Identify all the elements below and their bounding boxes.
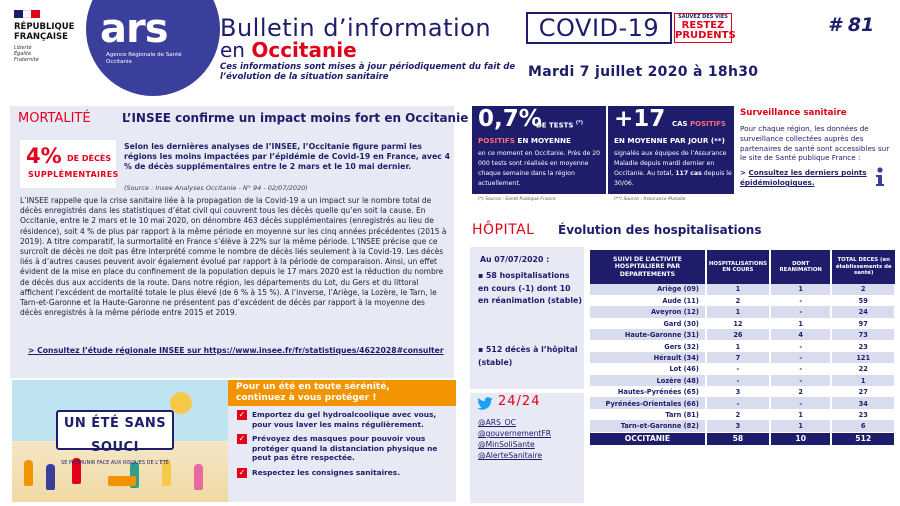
value-cell: 59 xyxy=(831,295,895,306)
covid-title-box: COVID-19 xyxy=(526,12,672,44)
table-row xyxy=(590,421,895,432)
bullet-icon: ▪ xyxy=(478,271,484,280)
rf-motto: Liberté Égalité Fraternité xyxy=(14,45,39,63)
value-cell: 1 xyxy=(770,318,831,329)
restez-prudents-badge xyxy=(674,13,736,43)
department-cell: Gard (30) xyxy=(590,318,706,329)
value-cell: 12 xyxy=(706,318,770,329)
value-cell: 26 xyxy=(706,330,770,341)
mortality-heading: L’INSEE confirme un impact moins fort en Occitanie xyxy=(122,111,469,125)
table-row xyxy=(590,318,895,329)
mortality-pct-label1: DE DÉCÈS xyxy=(67,154,112,163)
summer-badge-title: UN ÉTÉ SANS SOUCI xyxy=(63,416,167,455)
twitter-handle-link[interactable]: @gouvernementFR xyxy=(478,429,552,438)
title-region: Occitanie xyxy=(251,38,357,62)
check-icon: ✓ xyxy=(238,467,246,477)
department-cell: Lot (46) xyxy=(590,364,706,375)
epidemiology-points-link[interactable]: > Consultez les derniers points épidémiologiques. xyxy=(740,168,867,187)
surveillance-text: Pour chaque région, les données de surveillance collectées auprès des partenaires de santé sont accessibles sur le site de Santé publique France : xyxy=(740,124,890,163)
hospital-section-title: HÔPITAL xyxy=(472,222,535,238)
table-total-row xyxy=(590,432,895,445)
value-cell: 97 xyxy=(831,318,895,329)
twitter-handle-link[interactable]: @MinSoliSante xyxy=(478,440,535,449)
department-cell: Lozère (48) xyxy=(590,375,706,386)
value-cell: - xyxy=(770,375,831,386)
flag-icon xyxy=(14,10,40,18)
value-cell: 1 xyxy=(770,409,831,420)
department-cell: Aude (11) xyxy=(590,295,706,306)
value-cell: 121 xyxy=(831,352,895,363)
bulletin-title: Bulletin d’information xyxy=(220,14,492,42)
department-cell: Tarn (81) xyxy=(590,409,706,420)
mortality-source: (Source : Insee Analyses Occitanie - N° 94 - 02/07/2020) xyxy=(124,184,308,192)
twitter-handles xyxy=(478,417,551,461)
summer-heading-2: continuez à vous protéger ! xyxy=(236,393,377,403)
value-cell: - xyxy=(706,398,770,409)
department-cell: Tarn-et-Garonne (82) xyxy=(590,421,706,432)
table-row xyxy=(590,341,895,352)
title-en: en xyxy=(220,38,252,62)
positive-cases-description: signalés aux équipes de l’Assurance Maladie depuis mardi dernier en Occitanie. Au total, 117 cas depuis le 30/06. xyxy=(614,150,732,187)
ars-subtitle: Agence Régionale de Santé Occitanie xyxy=(106,52,182,65)
hospital-bullet-2: ▪ 512 décès à l’hôpital (stable) xyxy=(478,345,578,367)
table-header: HOSPITALISATIONS EN COURS xyxy=(706,250,770,284)
summer-badge-subtitle: SE PRÉMUNIR FACE AUX RISQUES DE L’ÉTÉ xyxy=(61,460,169,466)
value-cell: 22 xyxy=(831,364,895,375)
total-value-cell: 10 xyxy=(770,432,831,445)
hospital-bullet-1: ▪ 58 hospitalisations en cours (-1) dont 10 en réanimation (stable) xyxy=(478,271,582,305)
republique-francaise-logo xyxy=(14,10,92,63)
beach-person xyxy=(194,464,203,490)
mortality-lead: Selon les dernières analyses de l’INSEE, l’Occitanie figure parmi les régions les moins impactées par l’épidémie de Covid-19 en France, avec 4 % de décès supplémentaires entre le 2 mars et le 10 mai dernier. xyxy=(124,142,451,171)
value-cell: 3 xyxy=(706,421,770,432)
value-cell: 4 xyxy=(770,330,831,341)
table-row xyxy=(590,375,895,386)
mortality-pct: 4% xyxy=(26,144,62,168)
table-row xyxy=(590,398,895,409)
table-header: DONT REANIMATION xyxy=(770,250,831,284)
summer-heading-1: Pour un été en toute sérénité, xyxy=(236,382,390,392)
rp-line3: PRUDENTS xyxy=(675,30,736,41)
value-cell: 1 xyxy=(706,341,770,352)
twitter-handle-link[interactable]: @ARS_OC xyxy=(478,418,516,427)
list-item: ✓ Respectez les consignes sanitaires. xyxy=(238,467,401,477)
summer-advice-list xyxy=(234,410,448,483)
value-cell: 1 xyxy=(770,421,831,432)
department-cell: Hautes-Pyrénées (65) xyxy=(590,387,706,398)
positive-cases-label2: EN MOYENNE PAR JOUR (**) xyxy=(614,136,725,145)
bulletin-subtitle xyxy=(220,38,357,62)
value-cell: 23 xyxy=(831,341,895,352)
value-cell: 24 xyxy=(831,307,895,318)
table-row xyxy=(590,284,895,295)
rp-line2: RESTEZ xyxy=(681,20,725,31)
total-value-cell: 512 xyxy=(831,432,895,445)
value-cell: - xyxy=(706,364,770,375)
value-cell: 73 xyxy=(831,330,895,341)
positive-cases-value: +17 xyxy=(614,106,666,132)
beach-person xyxy=(46,464,55,490)
value-cell: 2 xyxy=(831,284,895,295)
hospital-date: Au 07/07/2020 : xyxy=(480,255,550,264)
tests-positive-label1: DE TESTS (*) xyxy=(536,120,584,130)
tests-positive-label2: POSITIFS EN MOYENNE xyxy=(478,136,571,145)
department-cell: Hérault (34) xyxy=(590,352,706,363)
beach-towel xyxy=(108,476,136,486)
value-cell: 1 xyxy=(706,307,770,318)
info-icon xyxy=(872,166,888,188)
rf-name: RÉPUBLIQUE FRANÇAISE xyxy=(14,22,75,42)
department-cell: Gers (32) xyxy=(590,341,706,352)
table-header: TOTAL DECES (en établissements de santé) xyxy=(831,250,895,284)
value-cell: 23 xyxy=(831,409,895,420)
check-icon: ✓ xyxy=(238,410,246,419)
cases-source-note: (**) Source : Assurance Maladie xyxy=(614,197,686,202)
value-cell: 2 xyxy=(706,295,770,306)
positive-cases-label1: CAS POSITIFS xyxy=(672,120,726,128)
hospital-activity-table xyxy=(590,250,896,446)
table-row xyxy=(590,307,895,318)
rp-line1: SAUVEZ DES VIES xyxy=(678,14,728,20)
summer-heading xyxy=(228,380,456,406)
table-row xyxy=(590,330,895,341)
value-cell: - xyxy=(770,398,831,409)
table-row xyxy=(590,295,895,306)
value-cell: 1 xyxy=(831,375,895,386)
value-cell: - xyxy=(770,364,831,375)
issue-number: # 81 xyxy=(828,14,875,36)
insee-study-link[interactable]: > Consultez l’étude régionale INSEE sur https://www.insee.fr/fr/statistiques/4622028#consulter xyxy=(28,346,444,355)
value-cell: 7 xyxy=(706,352,770,363)
table-row xyxy=(590,352,895,363)
summer-badge xyxy=(56,410,174,466)
list-item: ✓ Emportez du gel hydroalcoolique avec vous, pour vous laver les mains régulièrement. xyxy=(238,410,437,429)
total-label-cell: OCCITANIE xyxy=(590,432,706,445)
mortality-body: L’INSEE rappelle que la crise sanitaire liée à la propagation de la Covid-19 a un impact sur le nombre total de décès enregistrés dans les statistiques d’état civil qui couvrent tous les décès quelle qu’en soit la cause. En Occitanie, entre le 2 mars et le 10 mai 2020, on dénombre 463 décès supplémentaires (enregistrés au lieu de résidence), soit 4 % de plus par rapport à la même période en moyenne sur les cinq années précédentes (2015 à 2019). A titre comparatif, la surmortalité en France s’élève à 22% sur la même période. L’INSEE précise que ce surcroît de décès ne doit pas être interprété comme le nombre de décès liés seulement à la Covid-19. Les décès liés à d’autres causes peuvent avoir également évolué par rapport à la période de comparaison. Ainsi, un effet évident de la mise en place du confinement de la population depuis le 17 mars 2020 est la réduction du nombre de décès dus aux accidents de la route. Dans notre région, les départements du Lot, du Gers et du littoral affichent l’excédent de mortalité totale le plus élevé (de 6 % à 15 %). A l’inverse, l’Ariège, la Lozère, le Tarn, le Tarn-et-Garonne et la Haute-Garonne ne présentent pas d’excédent de décès par rapport à la moyenne des décès enregistrés à la même période entre 2015 et 2019. xyxy=(20,196,447,318)
table-body xyxy=(590,284,895,445)
value-cell: - xyxy=(706,375,770,386)
department-cell: Haute-Garonne (31) xyxy=(590,330,706,341)
total-value-cell: 58 xyxy=(706,432,770,445)
value-cell: 27 xyxy=(831,387,895,398)
value-cell: - xyxy=(770,295,831,306)
table-header: SUIVI DE L’ACTIVITE HOSPITALIERE PAR DEPARTEMENTS xyxy=(590,250,706,284)
table-row xyxy=(590,364,895,375)
value-cell: 2 xyxy=(706,409,770,420)
department-cell: Ariège (09) xyxy=(590,284,706,295)
mortality-section-title: MORTALITÉ xyxy=(18,111,91,126)
table-row xyxy=(590,409,895,420)
table-row xyxy=(590,387,895,398)
header-note: Ces informations sont mises à jour périodiquement du fait de l’évolution de la situation sanitaire xyxy=(220,62,516,82)
department-cell: Aveyron (12) xyxy=(590,307,706,318)
surveillance-title: Surveillance sanitaire xyxy=(740,108,847,118)
ars-logo: ars xyxy=(100,6,168,52)
bullet-icon: ▪ xyxy=(478,345,484,354)
beach-person xyxy=(24,460,33,486)
value-cell: - xyxy=(770,307,831,318)
value-cell: 2 xyxy=(770,387,831,398)
hospital-heading: Évolution des hospitalisations xyxy=(558,223,762,237)
value-cell: 1 xyxy=(706,284,770,295)
twitter-bird-icon xyxy=(476,397,494,411)
value-cell: - xyxy=(770,352,831,363)
value-cell: 6 xyxy=(831,421,895,432)
value-cell: 3 xyxy=(706,387,770,398)
department-cell: Pyrénées-Orientales (66) xyxy=(590,398,706,409)
tests-positive-description: en ce moment en Occitanie. Près de 20 000 tests sont réalisés en moyenne chaque semaine dans la région actuellement. xyxy=(478,150,601,187)
mortality-pct-label2: SUPPLÉMENTAIRES xyxy=(28,170,119,179)
twitter-handle-link[interactable]: @AlerteSanitaire xyxy=(478,451,543,460)
value-cell: 34 xyxy=(831,398,895,409)
check-icon: ✓ xyxy=(238,434,246,444)
tests-source-note: (*) Source : Santé Publique France xyxy=(478,197,556,202)
twitter-title: 24/24 xyxy=(498,394,541,409)
tests-positive-value: 0,7% xyxy=(478,106,542,132)
value-cell: 1 xyxy=(770,284,831,295)
bulletin-date: Mardi 7 juillet 2020 à 18h30 xyxy=(528,64,759,80)
table-header-row xyxy=(590,250,895,284)
list-item: ✓ Prévoyez des masques pour pouvoir vous protéger quand la distanciation physique ne peut pas être respectée. xyxy=(238,434,438,463)
value-cell: - xyxy=(770,341,831,352)
